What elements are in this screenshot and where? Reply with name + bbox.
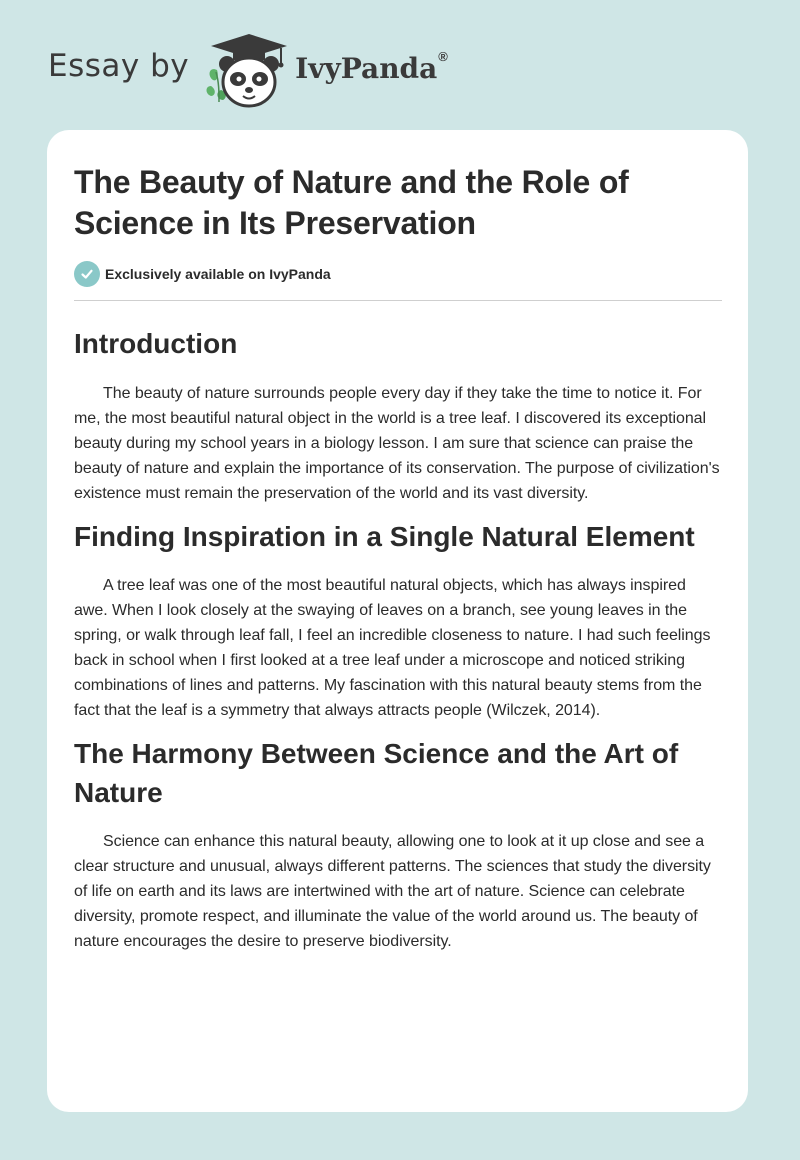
registered-mark: ® bbox=[438, 48, 448, 64]
section-paragraph-inspiration: A tree leaf was one of the most beautiful natural objects, which has always inspired awe. When I look closely at the swaying of leaves on a branch, see young leaves in the spring, or walk through leaf fall, I feel an incredible closeness to nature. I had such feelings back in school when I first looked at a tree leaf under a microscope and noticed striking combinations of lines and patterns. My fascination with this natural beauty stems from the fact that the leaf is a symmetry that always attracts people (Wilczek, 2014). bbox=[74, 577, 711, 719]
brand-name[interactable]: IvyPanda bbox=[295, 51, 438, 85]
title-divider bbox=[74, 300, 722, 301]
exclusive-badge-text: Exclusively available on IvyPanda bbox=[105, 266, 331, 282]
exclusive-badge bbox=[74, 260, 722, 288]
check-icon bbox=[74, 261, 100, 287]
section-heading-introduction: Introduction bbox=[74, 328, 238, 359]
panda-logo-icon[interactable] bbox=[203, 30, 291, 110]
section-heading-harmony: The Harmony Between Science and the Art of Nature bbox=[74, 738, 679, 808]
section-heading-inspiration: Finding Inspiration in a Single Natural Element bbox=[74, 521, 695, 552]
brand-prefix: Essay by bbox=[48, 48, 190, 84]
essay-title: The Beauty of Nature and the Role of Science in Its Preservation bbox=[74, 164, 629, 241]
section-paragraph-harmony: Science can enhance this natural beauty, allowing one to look at it up close and see a clear structure and unusual, always different patterns. The sciences that study the diversity of life on earth and its laws are intertwined with the art of nature. Science can celebrate diversity, promote respect, and illuminate the value of the world around us. The beauty of nature encourages the desire to preserve biodiversity. bbox=[74, 833, 711, 950]
essay-card bbox=[47, 130, 748, 1112]
site-header bbox=[48, 30, 448, 110]
section-paragraph-introduction: The beauty of nature surrounds people every day if they take the time to notice it. For me, the most beautiful natural object in the world is a tree leaf. I discovered its exceptional beauty during my school years in a biology lesson. I am sure that science can praise the beauty of nature and explain the importance of its conservation. The purpose of civilization's existence must remain the preservation of the world and its vast diversity. bbox=[74, 385, 720, 502]
